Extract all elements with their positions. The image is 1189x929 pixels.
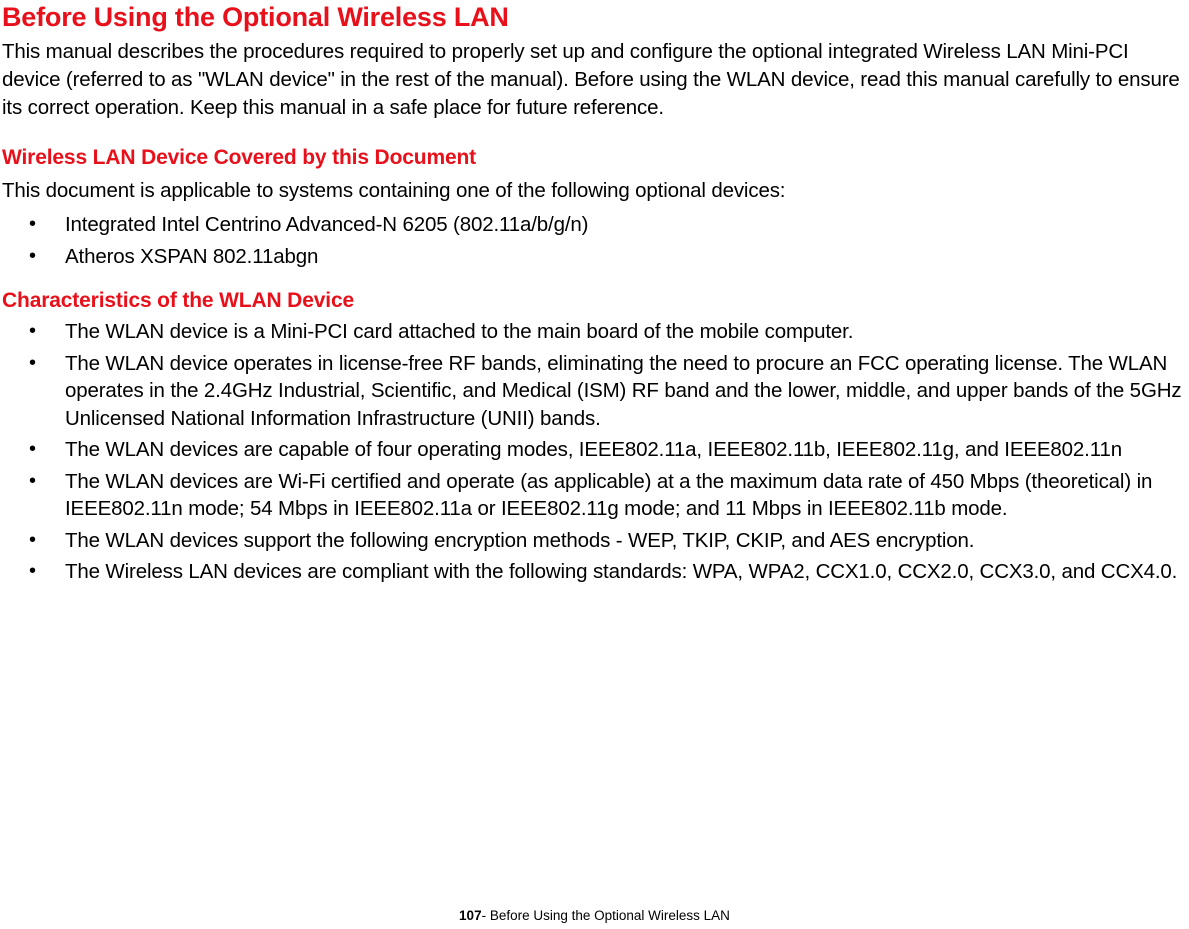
- list-item: [2, 558, 1187, 586]
- bullet-icon: •: [29, 351, 36, 374]
- list-item: [2, 527, 1187, 555]
- bullet-icon: •: [29, 528, 36, 551]
- list-item-text: Atheros XSPAN 802.11abgn: [65, 244, 319, 268]
- bullet-icon: •: [29, 438, 36, 460]
- list-item-text: The WLAN devices are capable of four operating modes, IEEE802.11a, IEEE802.11b, IEEE802.11g, and IEEE802.11n: [65, 438, 1122, 461]
- intro-paragraph: This manual describes the procedures required to properly set up and configure the optional integrated Wireless LAN Mini-PCI device (referred to as "WLAN device" in the rest of the manual). Before using the WLAN device, read this manual carefully to ensure its correct operation. Keep this manual in a safe place for future reference.: [2, 40, 1180, 119]
- list-item-text: The WLAN devices support the following encryption methods - WEP, TKIP, CKIP, and AES encryption.: [65, 528, 975, 552]
- page-content: [2, 0, 1187, 590]
- section-heading-devices-covered: Wireless LAN Device Covered by this Document: [2, 146, 477, 169]
- list-item: [2, 318, 1187, 346]
- list-item: [2, 211, 1187, 239]
- list-item-text: The WLAN device operates in license-free RF bands, eliminating the need to procure an FCC operating license. The WLAN operates in the 2.4GHz Industrial, Scientific, and Medical (ISM) RF band and the lower, middle, and upper bands of the 5GHz Unlicensed National Information Infrastructure (UNII) bands.: [65, 351, 1182, 430]
- list-item-text: The Wireless LAN devices are compliant with the following standards: WPA, WPA2, CCX1.0, CCX2.0, CCX3.0, and CCX4.0.: [65, 560, 1178, 583]
- page-number: 107: [459, 908, 482, 923]
- bullet-icon: •: [29, 560, 36, 582]
- page-footer: [0, 907, 1189, 925]
- devices-covered-paragraph: This document is applicable to systems containing one of the following optional devices:: [2, 179, 786, 202]
- devices-list: [2, 211, 1187, 270]
- page-title: Before Using the Optional Wireless LAN: [2, 2, 509, 32]
- list-item: [2, 350, 1187, 433]
- list-item: [2, 468, 1187, 523]
- bullet-icon: •: [29, 469, 36, 492]
- characteristics-list: [2, 318, 1187, 586]
- footer-text: - Before Using the Optional Wireless LAN: [481, 908, 730, 923]
- list-item: [2, 243, 1187, 271]
- list-item-text: The WLAN devices are Wi-Fi certified and operate (as applicable) at a the maximum data rate of 450 Mbps (theoretical) in IEEE802.11n mode; 54 Mbps in IEEE802.11a or IEEE802.11g mode; and 11 Mbps in IEEE802.11b mode.: [65, 469, 1153, 520]
- list-item-text: Integrated Intel Centrino Advanced-N 6205 (802.11a/b/g/n): [65, 213, 589, 236]
- bullet-icon: •: [29, 320, 36, 342]
- bullet-icon: •: [29, 213, 36, 235]
- list-item-text: The WLAN device is a Mini-PCI card attached to the main board of the mobile computer.: [65, 320, 854, 343]
- list-item: [2, 436, 1187, 464]
- bullet-icon: •: [29, 244, 36, 267]
- section-heading-characteristics: Characteristics of the WLAN Device: [2, 289, 355, 312]
